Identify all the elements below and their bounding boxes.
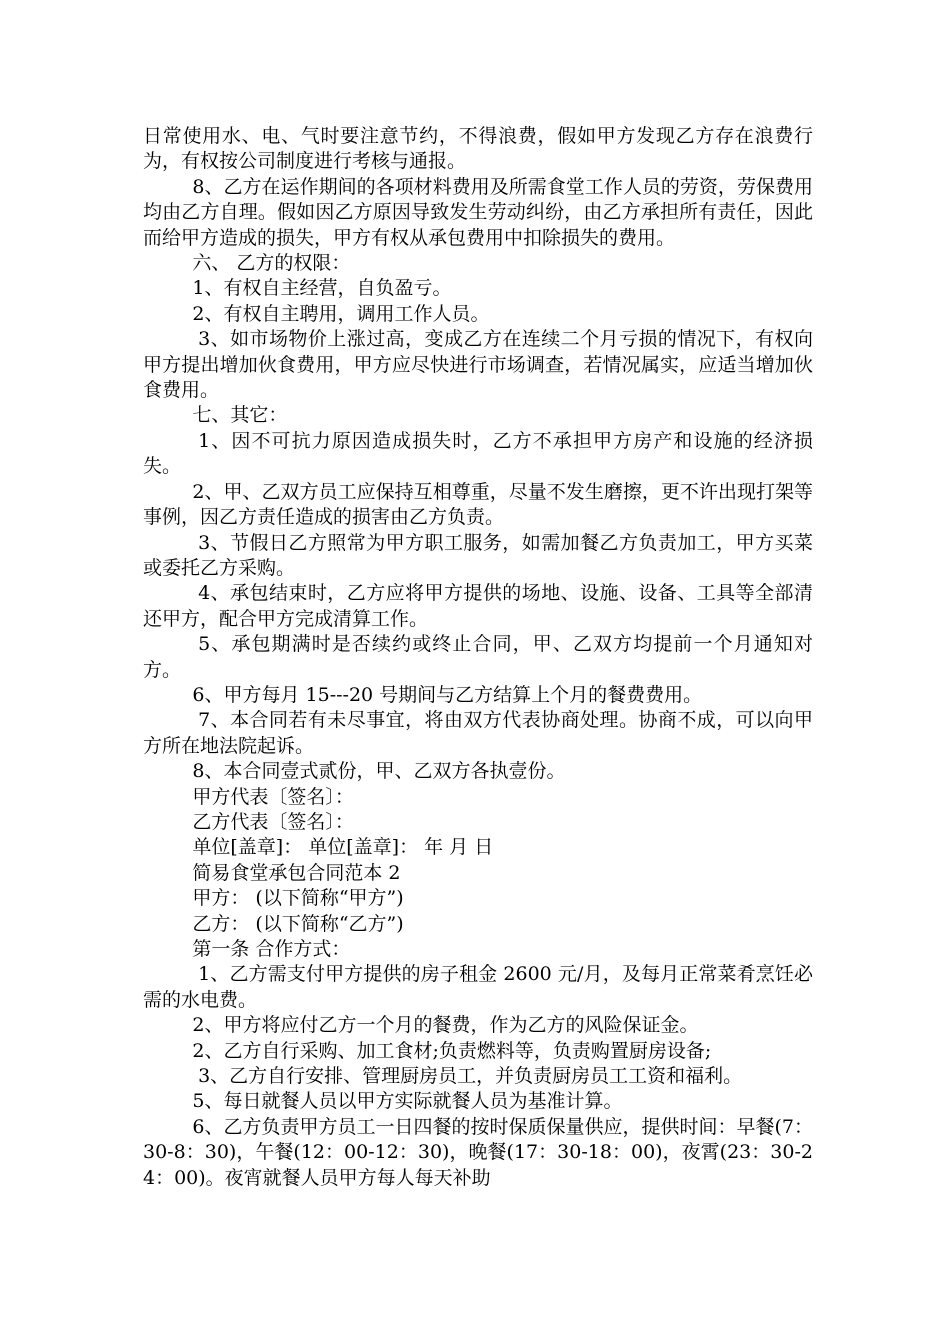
paragraph-rights-2: 2、有权自主聘用，调用工作人员。 xyxy=(192,302,490,325)
paragraph-other-1: 1、因不可抗力原因造成损失时，乙方不承担甲方房产和设施的经济损失。 xyxy=(143,429,813,478)
document-body xyxy=(143,124,813,1191)
paragraph-article-1-item-1: 1、乙方需支付甲方提供的房子租金 2600 元/月，及每月正常菜肴烹饪必需的水电费。 xyxy=(143,963,813,1011)
paragraph-other-8: 8、本合同壹式贰份，甲、乙双方各执壹份。 xyxy=(192,760,566,783)
paragraph-water-electricity: 日常使用水、电、气时要注意节约，不得浪费，假如甲方发现乙方存在浪费行为，有权按公司制度进行考核与通报。 xyxy=(143,125,813,173)
paragraph-article-1-item-2b: 2、乙方自行采购、加工食材;负责燃料等，负责购置厨房设备; xyxy=(192,1039,712,1062)
paragraph-rights-3: 3、如市场物价上涨过高，变成乙方在连续二个月亏损的情况下，有权向甲方提出增加伙食费用，甲方应尽快进行市场调查，若情况属实，应适当增加伙食费用。 xyxy=(143,328,813,402)
paragraph-article-1-item-3: 3、乙方自行安排、管理厨房员工，并负责厨房员工工资和福利。 xyxy=(198,1065,743,1088)
signature-party-b: 乙方代表〔签名〕： xyxy=(192,810,354,833)
paragraph-item-8-costs: 8、乙方在运作期间的各项材料费用及所需食堂工作人员的劳资，劳保费用均由乙方自理。假如因乙方原因导致发生劳动纠纷，由乙方承担所有责任，因此而给甲方造成的损失，甲方有权从承包费用中扣除损失的费用。 xyxy=(143,175,813,249)
article-1-heading: 第一条 合作方式： xyxy=(192,938,351,960)
paragraph-other-4: 4、承包结束时，乙方应将甲方提供的场地、设施、设备、工具等全部清还甲方，配合甲方完成清算工作。 xyxy=(143,582,813,630)
signature-party-a: 甲方代表〔签名〕： xyxy=(192,785,354,808)
paragraph-other-2: 2、甲、乙双方员工应保持互相尊重，尽量不发生磨擦，更不许出现打架等事例，因乙方责任造成的损害由乙方负责。 xyxy=(143,480,813,529)
party-b-line: 乙方： (以下简称“乙方”) xyxy=(192,912,404,935)
paragraph-other-6: 6、甲方每月 15---20 号期间与乙方结算上个月的餐费费用。 xyxy=(192,683,703,706)
paragraph-other-3: 3、节假日乙方照常为甲方职工服务，如需加餐乙方负责加工，甲方买菜或委托乙方采购。 xyxy=(143,531,813,579)
paragraph-other-5: 5、承包期满时是否续约或终止合同，甲、乙双方均提前一个月通知对方。 xyxy=(143,633,813,681)
paragraph-other-7: 7、本合同若有未尽事宜，将由双方代表协商处理。协商不成，可以向甲方所在地法院起诉。 xyxy=(143,709,813,757)
contract-title-2: 简易食堂承包合同范本 2 xyxy=(192,861,401,884)
paragraph-rights-1: 1、有权自主经营，自负盈亏。 xyxy=(192,277,452,300)
paragraph-article-1-item-5: 5、每日就餐人员以甲方实际就餐人员为基准计算。 xyxy=(192,1090,623,1113)
seal-date-line: 单位[盖章]： 单位[盖章]： 年 月 日 xyxy=(192,836,494,859)
section-heading-rights: 六、 乙方的权限： xyxy=(192,252,351,275)
paragraph-article-1-item-6: 6、乙方负责甲方员工一日四餐的按时保质保量供应，提供时间：早餐(7：30-8：30)，午餐(12：00-12：30)，晚餐(17：30-18：00)，夜霄(23：30-24：00)。夜宵就餐人员甲方每人每天补助 xyxy=(143,1115,813,1189)
section-heading-other: 七、其它： xyxy=(192,404,288,427)
party-a-line: 甲方： (以下简称“甲方”) xyxy=(192,887,404,910)
paragraph-article-1-item-2a: 2、甲方将应付乙方一个月的餐费，作为乙方的风险保证金。 xyxy=(192,1014,699,1037)
